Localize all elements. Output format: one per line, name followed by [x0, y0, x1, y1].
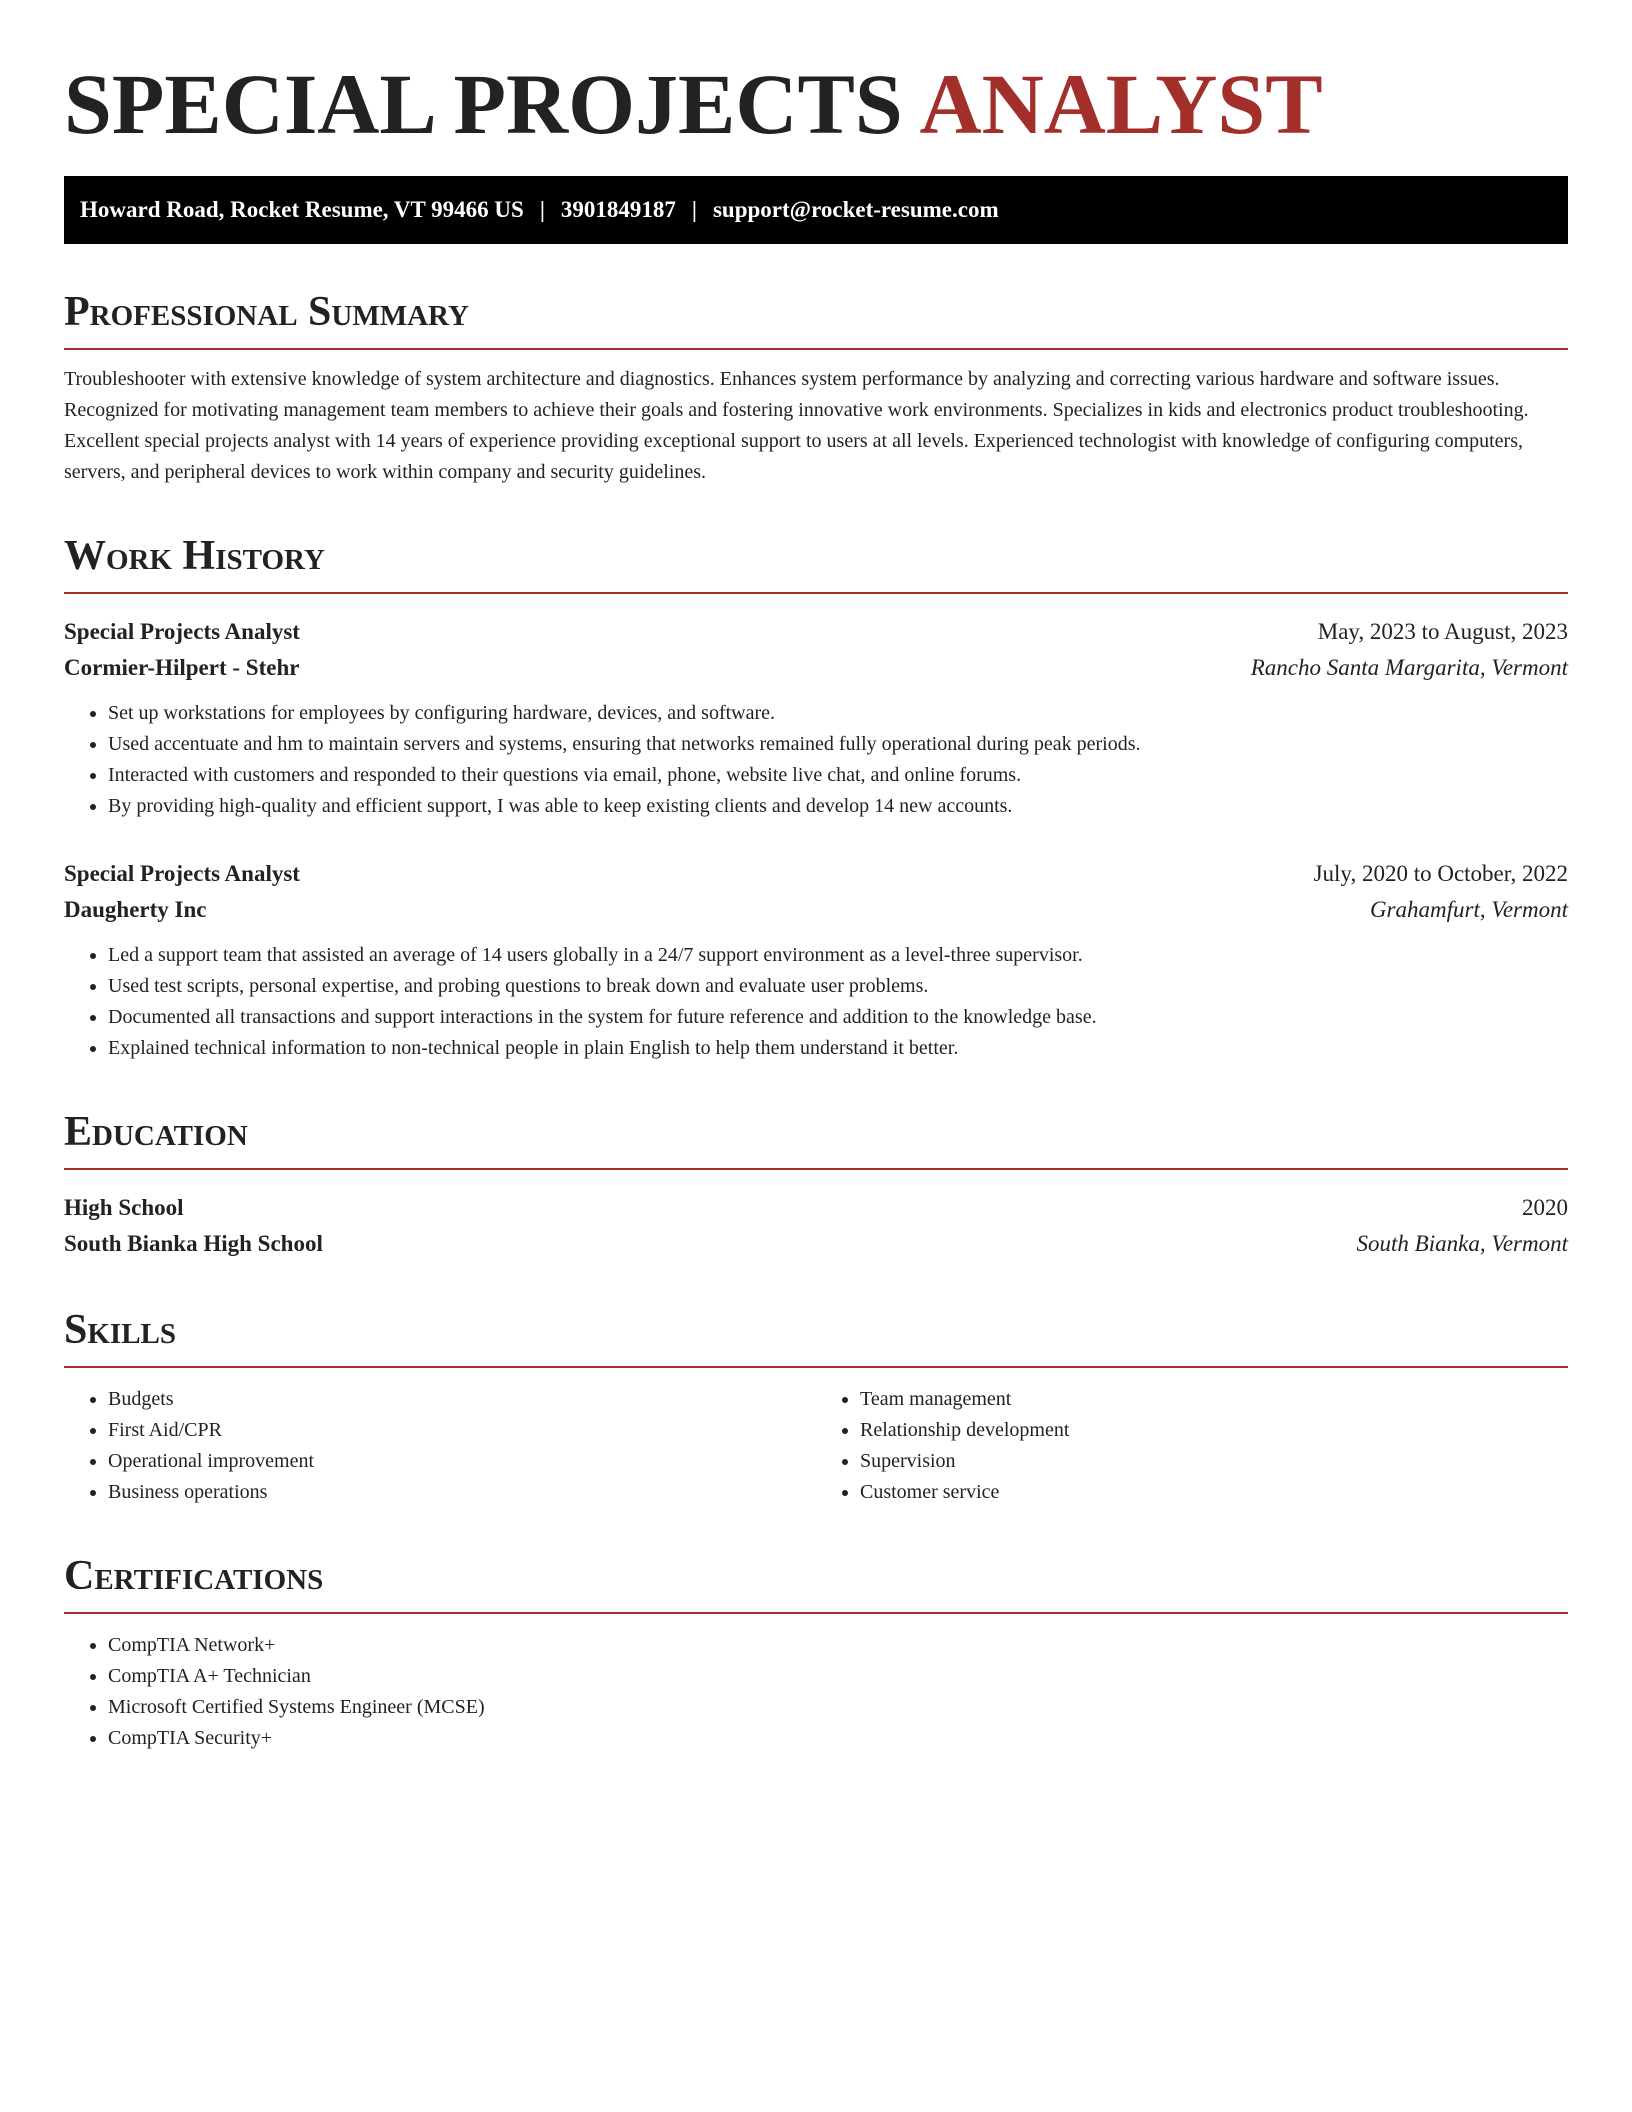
certification-item: • CompTIA Security+ — [108, 1723, 1568, 1754]
skills-heading: Skills — [64, 1306, 1568, 1368]
education-degree-row — [64, 1190, 1568, 1226]
title-main: SPECIAL PROJECTS — [64, 56, 903, 152]
job-bullets — [64, 698, 1568, 822]
title-accent: ANALYST — [919, 56, 1323, 152]
skill-item: • Budgets — [108, 1384, 816, 1415]
education-year: 2020 — [1522, 1195, 1568, 1220]
skill-item: • Supervision — [860, 1446, 1568, 1477]
job-header-row — [64, 614, 1568, 650]
education-degree: High School — [64, 1195, 184, 1220]
skill-item: • Business operations — [108, 1477, 816, 1508]
education-location: South Bianka, Vermont — [1356, 1231, 1568, 1256]
resume-title — [64, 56, 1568, 152]
summary-heading: Professional Summary — [64, 288, 1568, 350]
contact-separator: | — [691, 197, 697, 222]
job-entry — [64, 856, 1568, 1064]
contact-address: Howard Road, Rocket Resume, VT 99466 US — [80, 197, 524, 222]
job-bullet: • Led a support team that assisted an average of 14 users globally in a 24/7 support environment as a level-three supervisor. — [108, 940, 1568, 971]
job-dates: May, 2023 to August, 2023 — [1317, 619, 1568, 644]
skill-item: • Relationship development — [860, 1415, 1568, 1446]
skill-item: • Customer service — [860, 1477, 1568, 1508]
education-entry — [64, 1190, 1568, 1262]
job-entry — [64, 614, 1568, 822]
job-dates: July, 2020 to October, 2022 — [1313, 861, 1568, 886]
job-company: Cormier-Hilpert - Stehr — [64, 655, 300, 680]
contact-email: support@rocket-resume.com — [712, 197, 999, 222]
job-location: Rancho Santa Margarita, Vermont — [1250, 655, 1568, 680]
contact-bar — [64, 176, 1568, 244]
job-bullet: • Set up workstations for employees by configuring hardware, devices, and software. — [108, 698, 1568, 729]
job-bullets — [64, 940, 1568, 1064]
job-title: Special Projects Analyst — [64, 619, 300, 644]
certification-item: • CompTIA Network+ — [108, 1630, 1568, 1661]
skills-list — [64, 1384, 1568, 1508]
job-location: Grahamfurt, Vermont — [1369, 897, 1568, 922]
certifications-list — [64, 1630, 1568, 1754]
education-school: South Bianka High School — [64, 1231, 323, 1256]
job-bullet: • Used accentuate and hm to maintain servers and systems, ensuring that networks remained fully operational during peak periods. — [108, 729, 1568, 760]
work-history-heading: Work History — [64, 532, 1568, 594]
skill-item: • Team management — [860, 1384, 1568, 1415]
contact-separator: | — [539, 197, 545, 222]
job-bullet: • Used test scripts, personal expertise, and probing questions to break down and evaluate user problems. — [108, 971, 1568, 1002]
contact-phone: 3901849187 — [560, 197, 676, 222]
job-company-row — [64, 650, 1568, 686]
education-school-row — [64, 1226, 1568, 1262]
job-bullet: • Documented all transactions and support interactions in the system for future reference and addition to the knowledge base. — [108, 1002, 1568, 1033]
job-bullet: • By providing high-quality and efficient support, I was able to keep existing clients and develop 14 new accounts. — [108, 791, 1568, 822]
job-header-row — [64, 856, 1568, 892]
job-bullet: • Explained technical information to non-technical people in plain English to help them understand it better. — [108, 1033, 1568, 1064]
skills-column-left — [64, 1384, 816, 1508]
certification-item: • Microsoft Certified Systems Engineer (MCSE) — [108, 1692, 1568, 1723]
education-heading: Education — [64, 1108, 1568, 1170]
certification-item: • CompTIA A+ Technician — [108, 1661, 1568, 1692]
summary-text: Troubleshooter with extensive knowledge of system architecture and diagnostics. Enhances system performance by analyzing and correcting various hardware and software issues. Recognized for motivating management team members to achieve their goals and fostering innovative work environments. Specializes in kids and electronics product troubleshooting. Excellent special projects analyst with 14 years of experience providing exceptional support to users at all levels. Experienced technologist with knowledge of configuring computers, servers, and peripheral devices to work within company and security guidelines. — [64, 368, 1529, 483]
job-bullet: • Interacted with customers and responded to their questions via email, phone, website live chat, and online forums. — [108, 760, 1568, 791]
job-company-row — [64, 892, 1568, 928]
skill-item: • Operational improvement — [108, 1446, 816, 1477]
certifications-heading: Certifications — [64, 1552, 1568, 1614]
job-title: Special Projects Analyst — [64, 861, 300, 886]
skill-item: • First Aid/CPR — [108, 1415, 816, 1446]
job-company: Daugherty Inc — [64, 897, 207, 922]
skills-column-right — [816, 1384, 1568, 1508]
